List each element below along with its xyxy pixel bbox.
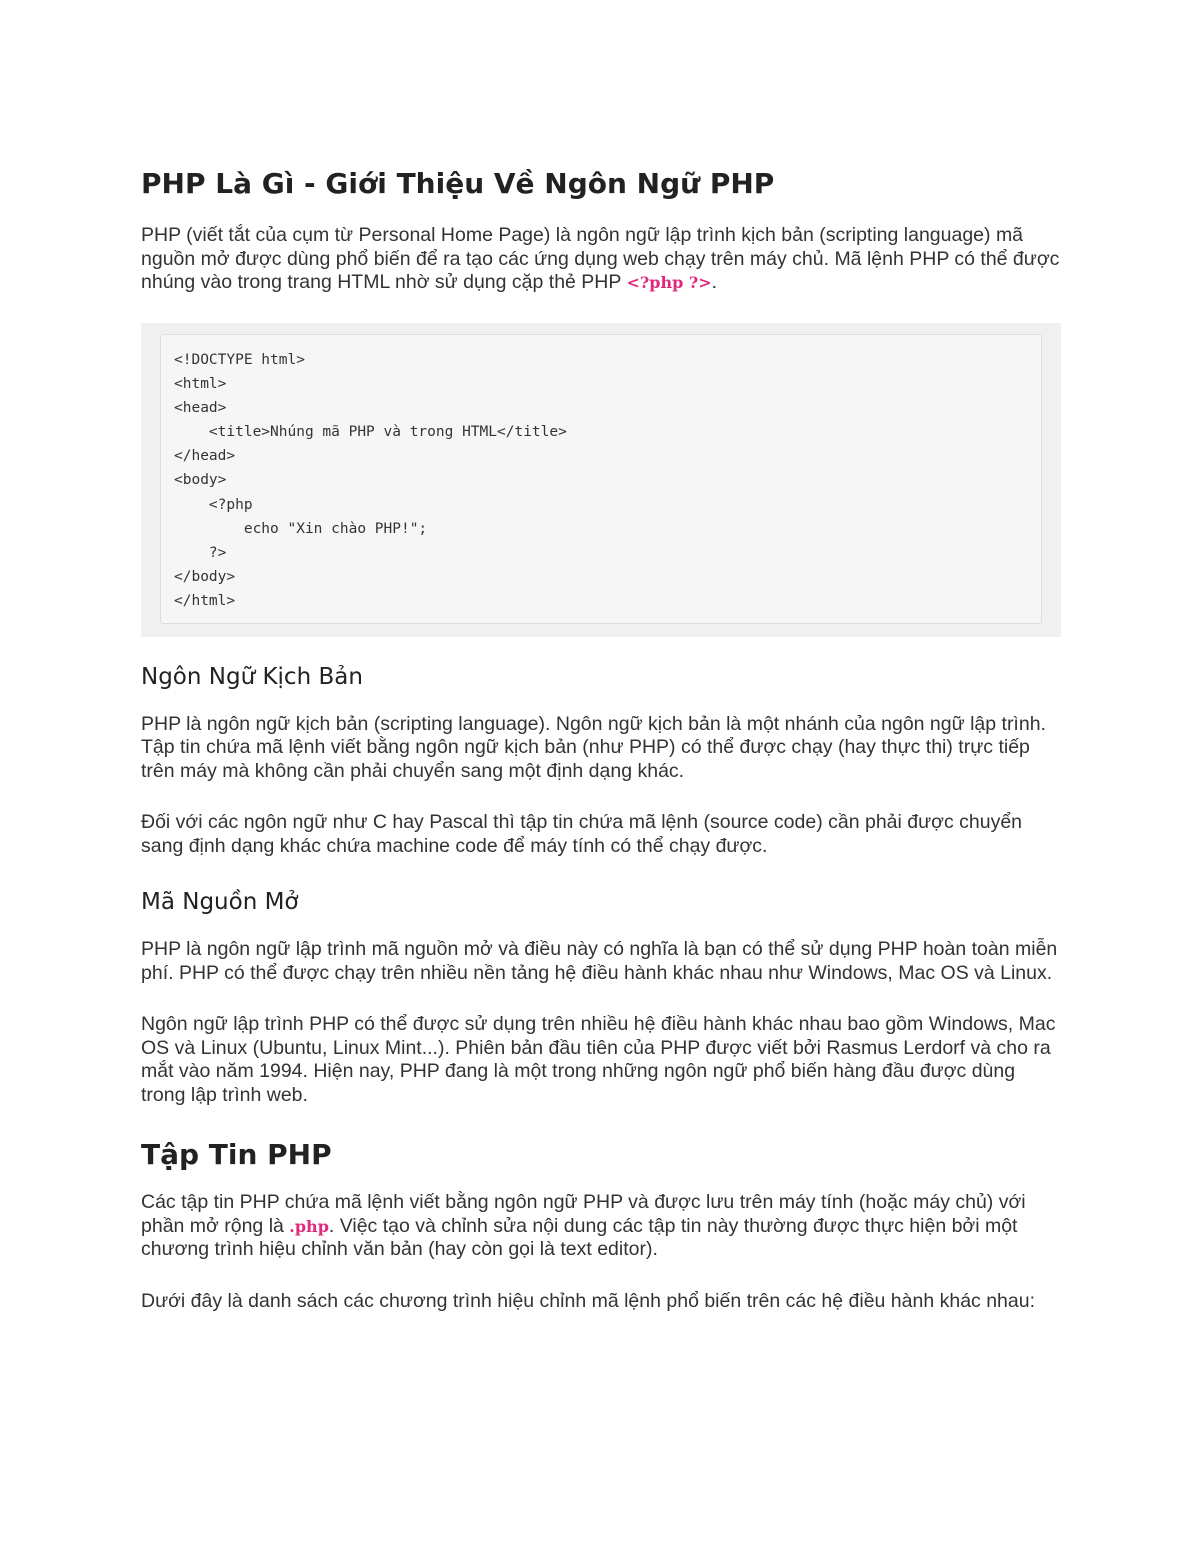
code-line: <head> (174, 399, 227, 416)
heading-php-files: Tập Tin PHP (141, 1138, 332, 1172)
code-line: echo "Xin chào PHP!"; (174, 520, 428, 537)
php-files-paragraph-2: Dưới đây là danh sách các chương trình hiệu chỉnh mã lệnh phổ biến trên các hệ điều hành khác nhau: (141, 1289, 1036, 1312)
php-files-paragraph-1 (141, 1191, 1061, 1262)
code-line: ?> (174, 545, 227, 561)
code-line: </html> (174, 593, 236, 610)
code-line: <!DOCTYPE html> (174, 351, 305, 368)
open-source-paragraph-2: Ngôn ngữ lập trình PHP có thể được sử dụng trên nhiều hệ điều hành khác nhau bao gồm Windows, Mac OS và Linux (Ubuntu, Linux Mint...). Phiên bản đầu tiên của PHP được viết bởi Rasmus Lerdorf và cho ra mắt vào năm 1994. Hiện nay, PHP đang là một trong những ngôn ngữ phổ biến hàng đầu được dùng trong lập trình web. (141, 1013, 1056, 1106)
code-line: </body> (174, 569, 236, 586)
intro-text: PHP (viết tắt của cụm từ Personal Home Page) là ngôn ngữ lập trình kịch bản (scripting language) mã nguồn mở được dùng phổ biến để ra tạo các ứng dụng web chạy trên máy chủ. Mã lệnh PHP có thể được nhúng vào trong trang HTML nhờ sử dụng cặp thẻ PHP (141, 224, 1060, 293)
open-source-paragraph-1: PHP là ngôn ngữ lập trình mã nguồn mở và điều này có nghĩa là bạn có thể sử dụng PHP hoàn toàn miễn phí. PHP có thể được chạy trên nhiều nền tảng hệ điều hành khác nhau như Windows, Mac OS và Linux. (141, 938, 1058, 984)
heading-scripting-language: Ngôn Ngữ Kịch Bản (141, 663, 363, 690)
scripting-paragraph-2: Đối với các ngôn ngữ như C hay Pascal thì tập tin chứa mã lệnh (source code) cần phải được chuyển sang định dạng khác chứa machine code để máy tính có thể chạy được. (141, 811, 1023, 857)
page-title: PHP Là Gì - Giới Thiệu Về Ngôn Ngữ PHP (141, 167, 775, 200)
code-line: <?php (174, 496, 253, 513)
intro-paragraph (141, 224, 1061, 295)
code-line: <body> (174, 472, 227, 489)
heading-open-source: Mã Nguồn Mở (141, 889, 299, 916)
code-line: <html> (174, 375, 227, 392)
php-extension-code: .php (289, 1216, 329, 1236)
document-page (141, 164, 1061, 1341)
code-block-frame (141, 323, 1061, 637)
php-tag-code: <?php ?> (626, 273, 712, 292)
php-files-text-after: . Việc tạo và chỉnh sửa nội dung các tập tin này thường được thực hiện bởi một chương trình hiệu chỉnh văn bản (hay còn gọi là text editor). (141, 1214, 1018, 1261)
intro-end: . (711, 271, 718, 293)
code-block (160, 334, 1042, 624)
scripting-paragraph-1: PHP là ngôn ngữ kịch bản (scripting language). Ngôn ngữ kịch bản là một nhánh của ngôn ngữ lập trình. Tập tin chứa mã lệnh viết bằng ngôn ngữ kịch bản (như PHP) có thể được chạy (hay thực thi) trực tiếp trên máy mà không cần phải chuyển sang một định dạng khác. (141, 712, 1046, 782)
code-line: </head> (174, 448, 236, 465)
php-files-text-before: Các tập tin PHP chứa mã lệnh viết bằng ngôn ngữ PHP và được lưu trên máy tính (hoặc máy chủ) với phần mở rộng là (141, 1191, 1026, 1237)
code-line: <title>Nhúng mã PHP và trong HTML</title> (174, 424, 567, 441)
